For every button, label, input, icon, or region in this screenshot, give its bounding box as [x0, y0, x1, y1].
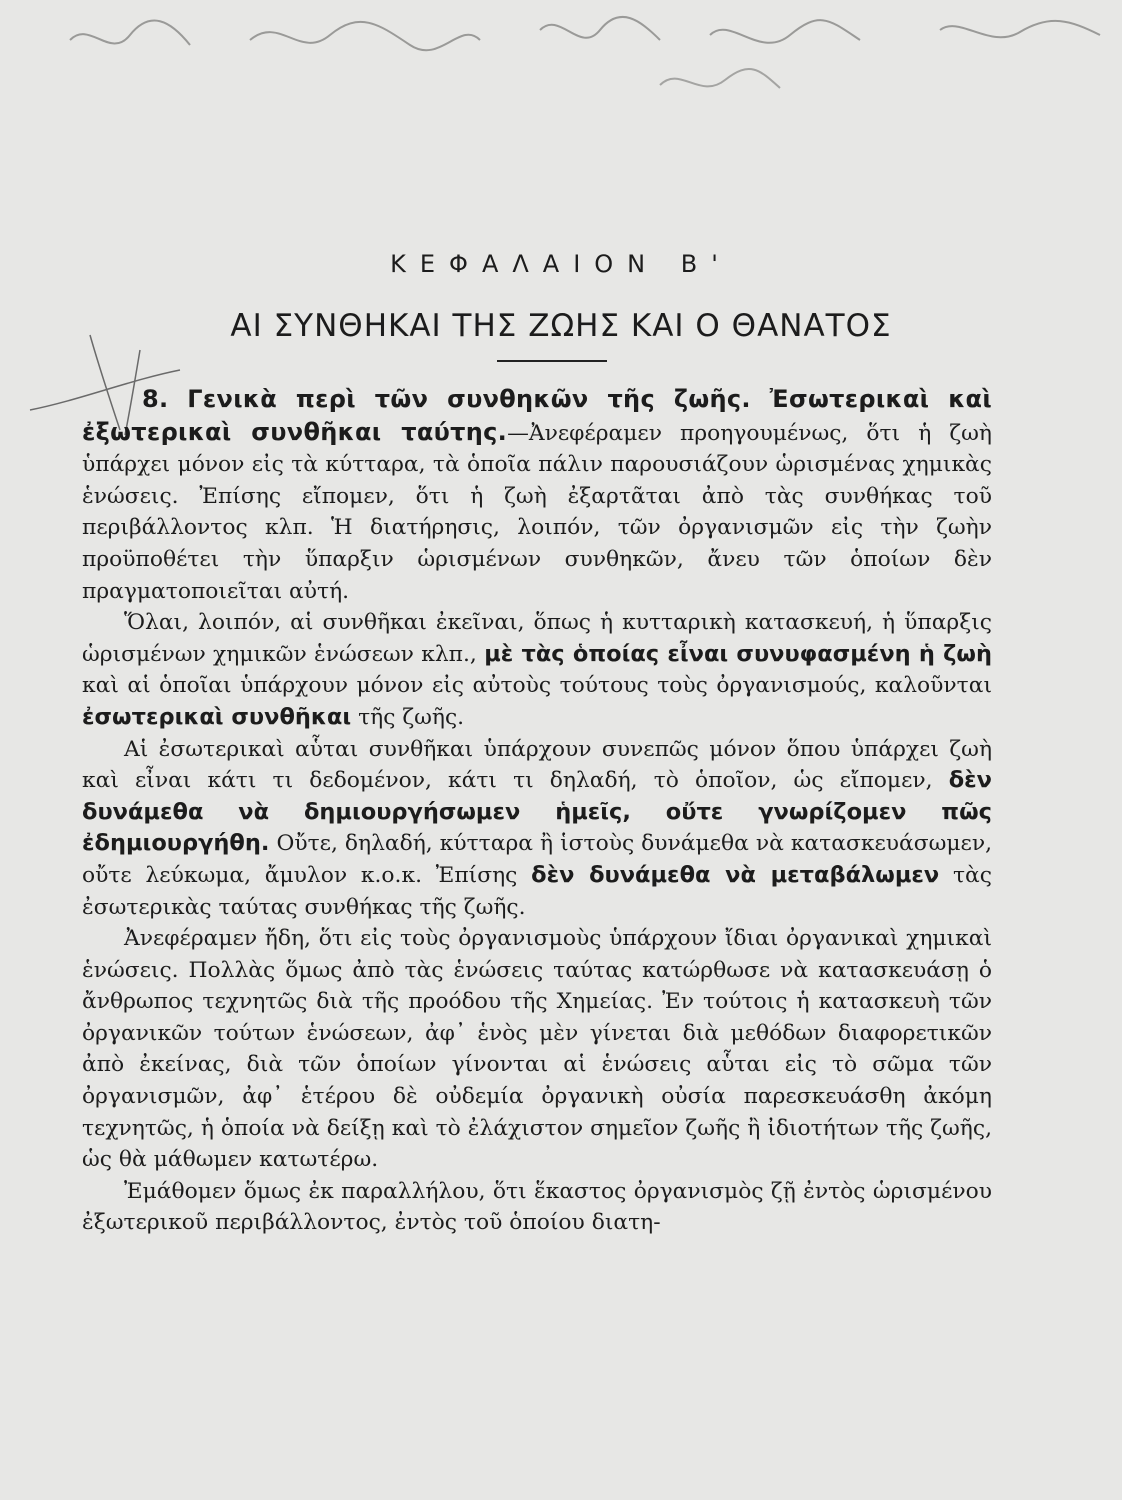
paragraph-3 [82, 734, 992, 924]
paragraph-2-text-b: καὶ αἱ ὁποῖαι ὑπάρχουν μόνον εἰς αὐτοὺς τούτους τοὺς ὀργανισμούς, καλοῦνται [82, 673, 992, 699]
section-number: 8. [142, 385, 169, 413]
section-dash: — [507, 420, 529, 446]
chapter-label: ΚΕΦΑΛΑΙΟΝ Β' [390, 250, 732, 278]
chapter-title: ΑΙ ΣΥΝΘΗΚΑΙ ΤΗΣ ΖΩΗΣ ΚΑΙ Ο ΘΑΝΑΤΟΣ [230, 308, 892, 344]
paragraph-3-emphasis-a: δὲν δυνάμεθα νὰ δημιουργήσωμεν ἡμεῖς, οὔτε γνωρίζομεν πῶς ἐδημιουργήθη. [82, 767, 992, 857]
paragraph-3-text-c: τὰς ἐσωτερικὰς ταύτας συνθήκας τῆς ζωῆς. [82, 862, 992, 920]
paragraph-5: Ἐμάθομεν ὅμως ἐκ παραλλήλου, ὅτι ἕκαστος ὀργανισμὸς ζῇ ἐντὸς ὡρισμένου ἐξωτερικοῦ περιβάλλοντος, ἐντὸς τοῦ ὁποίου διατη- [82, 1178, 992, 1236]
paragraph-2-emphasis-b: ἐσωτερικαὶ συνθῆκαι [82, 703, 352, 730]
paragraph-2-text-a: Ὅλαι, λοιπόν, αἱ συνθῆκαι ἐκεῖναι, ὅπως ἡ κυτταρικὴ κατασκευή, ἡ ὕπαρξις ὡρισμένων χημικῶν ἑνώσεων κλπ., [82, 610, 992, 667]
paragraph-3-text-a: Αἱ ἐσωτερικαὶ αὗται συνθῆκαι ὑπάρχουν συνεπῶς μόνον ὅπου ὑπάρχει ζωὴ καὶ εἶναι κάτι τι δεδομένον, κάτι τι δηλαδή, τὸ ὁποῖον, ὡς εἴπομεν, [82, 736, 992, 794]
section-8-paragraph [82, 384, 992, 607]
paragraph-2-text-c: τῆς ζωῆς. [358, 704, 465, 730]
paragraph-3-text-b: Οὔτε, δηλαδή, κύτταρα ἢ ἱστοὺς δυνάμεθα νὰ κατασκευάσωμεν, οὔτε λεύκωμα, ἄμυλον κ.ο.κ. Ἐπίσης [82, 831, 992, 888]
paragraph-2 [82, 607, 992, 733]
paragraph-3-emphasis-b: δὲν δυνάμεθα νὰ μεταβάλωμεν [531, 861, 940, 888]
paragraph-2-emphasis-a: μὲ τὰς ὁποίας εἶναι συνυφασμένη ἡ ζωὴ [484, 640, 992, 667]
section-heading-text: Γενικὰ περὶ τῶν συνθηκῶν τῆς ζωῆς. Ἐσωτερικαὶ καὶ ἐξωτερικαὶ συνθῆκαι ταύτης. [82, 385, 992, 446]
handwritten-annotation [60, 0, 1120, 110]
body-text [82, 384, 992, 1239]
paragraph-4: Ἀνεφέραμεν ἤδη, ὅτι εἰς τοὺς ὀργανισμοὺς ὑπάρχουν ἴδιαι ὀργανικαὶ χημικαὶ ἑνώσεις. Πολλὰς ὅμως ἀπὸ τὰς ἑνώσεις ταύτας κατώρθωσε νὰ κατασκευάσῃ ὁ ἄνθρωπος τεχνητῶς διὰ τῆς προόδου τῆς Χημείας. Ἐν τούτοις ἡ κατασκευὴ τῶν ὀργανικῶν τούτων ἑνώσεων, ἀφ᾽ ἑνὸς μὲν γίνεται διὰ μεθόδων διαφορετικῶν ἀπὸ ἐκείνας, διὰ τῶν ὁποίων γίνονται αἱ ἑνώσεις αὗται εἰς τὸ σῶμα τῶν ὀργανισμῶν, ἀφ᾽ ἑτέρου δὲ οὐδεμία ὀργανικὴ οὐσία παρεσκευάσθη ἀκόμη τεχνητῶς, ἡ ὁποία νὰ δείξῃ καὶ τὸ ἐλάχιστον σημεῖον ζωῆς ἢ ἰδιοτήτων τῆς ζωῆς, ὡς θὰ μάθωμεν κατωτέρω. [82, 926, 992, 1173]
paragraph-1: Ἀνεφέραμεν προηγουμένως, ὅτι ἡ ζωὴ ὑπάρχει μόνον εἰς τὰ κύτταρα, τὰ ὁποῖα πάλιν παρουσιάζουν ὡρισμένας χημικὰς ἑνώσεις. Ἐπίσης εἴπομεν, ὅτι ἡ ζωὴ ἐξαρτᾶται ἀπὸ τὰς συνθήκας τοῦ περιβάλλοντος κλπ. Ἡ διατήρησις, λοιπόν, τῶν ὀργανισμῶν εἰς τὴν ζωὴν προϋποθέτει τὴν ὕπαρξιν ὡρισμένων συνθηκῶν, ἄνευ τῶν ὁποίων δὲν πραγματοποιεῖται αὐτή. [82, 420, 992, 604]
title-divider [497, 360, 607, 362]
